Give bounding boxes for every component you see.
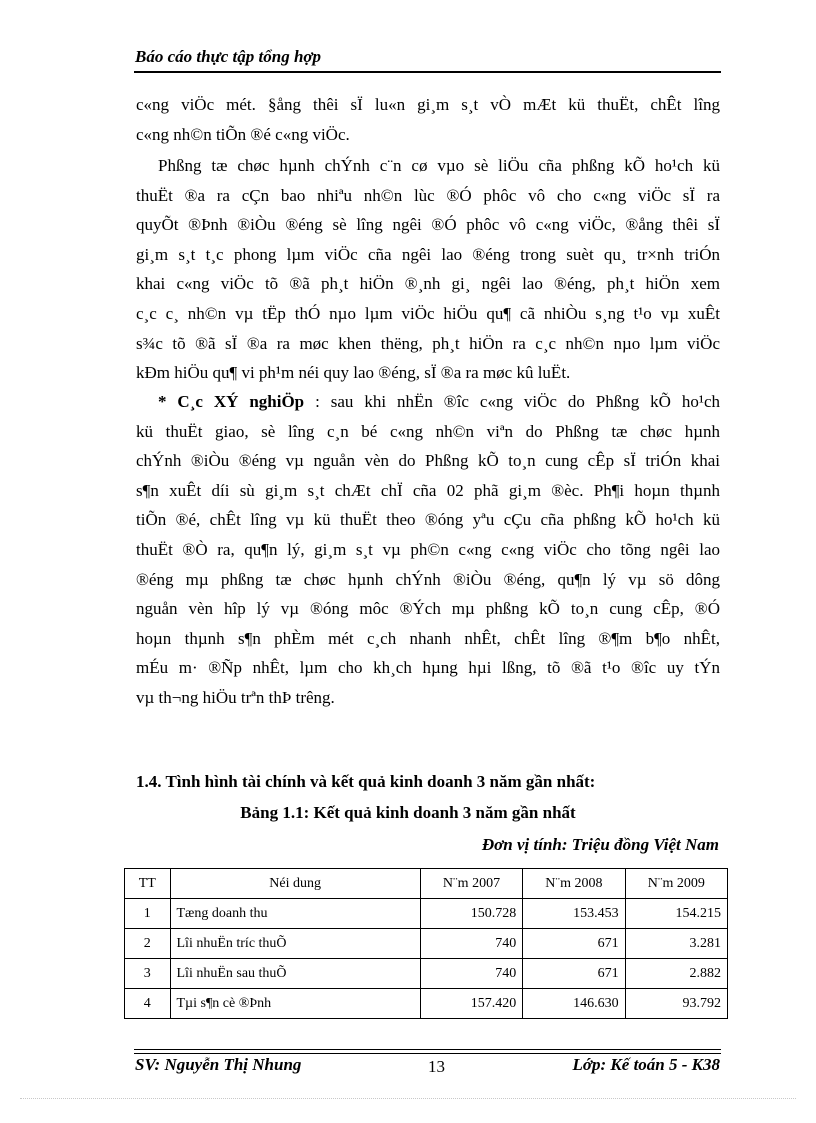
header-content: Néi dung <box>170 869 420 899</box>
cell-2008: 671 <box>523 929 625 959</box>
cell-2009: 3.281 <box>625 929 727 959</box>
text-line: vµ th¬ng hiÖu trªn thÞ trêng. <box>136 687 335 707</box>
cell-2008: 671 <box>523 959 625 989</box>
footer-class: Lớp: Kế toán 5 - K38 <box>572 1055 720 1074</box>
text-line: kü thuËt giao, sè lîng c¸n bé c«ng nh©n viªn do Phßng tæ chøc hµnh <box>136 421 720 441</box>
cell-tt: 2 <box>125 929 171 959</box>
header-divider <box>134 71 721 73</box>
cell-2007: 740 <box>420 959 522 989</box>
cell-2007: 150.728 <box>420 899 522 929</box>
text-line: thuËt ®a ra cÇn bao nhiªu nh©n lùc ®Ó phôc vô cho c«ng viÖc sÏ ra <box>136 185 720 205</box>
cell-2008: 146.630 <box>523 989 625 1019</box>
table-caption: Bảng 1.1: Kết quả kinh doanh 3 năm gần nhất <box>240 803 576 822</box>
text-line: quyÕt ®Þnh ®iÒu ®éng sè lîng ngêi ®Ó phôc vô c«ng viÖc, ®ång thêi sÏ <box>136 215 720 235</box>
cell-content: Tæng doanh thu <box>170 899 420 929</box>
section-heading: 1.4. Tình hình tài chính và kết quả kinh doanh 3 năm gần nhất: <box>136 772 596 791</box>
table-header-row <box>125 869 728 899</box>
text-line: tiÕn ®é, chÊt lîng vµ kü thuËt theo ®óng yªu cÇu cña phßng kÕ ho¹ch kü <box>136 510 720 530</box>
cell-content: Lîi nhuËn tríc thuÕ <box>170 929 420 959</box>
cell-tt: 3 <box>125 959 171 989</box>
cell-2009: 93.792 <box>625 989 727 1019</box>
text-line: s¶n xuÊt díi sù gi¸m s¸t chÆt chÏ cña 02 phã gi¸m ®èc. Ph¶i hoµn thµnh <box>136 480 720 500</box>
text-line <box>136 387 720 417</box>
header-2007: N¨m 2007 <box>420 869 522 899</box>
table-row <box>125 929 728 959</box>
cell-content: Tµi s¶n cè ®Þnh <box>170 989 420 1019</box>
header-2009: N¨m 2009 <box>625 869 727 899</box>
text-line: mÉu m· ®Ñp nhÊt, lµm cho kh¸ch hµng hµi lßng, tõ ®ã t¹o ®îc uy tÝn <box>136 658 720 678</box>
footer-student: SV: Nguyễn Thị Nhung <box>135 1055 302 1074</box>
cell-content: Lîi nhuËn sau thuÕ <box>170 959 420 989</box>
text-line: gi¸m s¸t t¸c phong lµm viÖc cña ngêi lao ®éng trong suèt qu¸ tr×nh triÓn <box>136 244 720 264</box>
enterprise-heading: * C¸c XÝ nghiÖp <box>158 392 305 411</box>
page-edge-divider <box>20 1098 796 1099</box>
text-line: nguån vèn hîp lý vµ ®óng môc ®Ých mµ phßng kÕ to¸n cung cÊp, ®Ó <box>136 599 720 619</box>
table-row <box>125 899 728 929</box>
cell-tt: 1 <box>125 899 171 929</box>
text-line: s¾c tõ ®ã sÏ ®a ra møc khen thëng, ph¸t hiÖn ra c¸c nh©n nµo lµm viÖc <box>136 333 720 353</box>
results-table <box>124 868 728 1019</box>
text-line: c«ng nh©n tiÕn ®é c«ng viÖc. <box>136 124 350 144</box>
page-number: 13 <box>428 1057 445 1076</box>
text-line: chÝnh ®iÒu ®éng vµ nguån vèn do Phßng kÕ to¸n cung cÊp sÏ triÓn khai <box>136 451 720 471</box>
text-line: c«ng viÖc mét. §ång thêi sÏ lu«n gi¸m s¸t vÒ mÆt kü thuËt, chÊt lîng <box>136 95 720 114</box>
cell-2008: 153.453 <box>523 899 625 929</box>
header-tt: TT <box>125 869 171 899</box>
cell-2009: 154.215 <box>625 899 727 929</box>
header-2008: N¨m 2008 <box>523 869 625 899</box>
table-unit: Đơn vị tính: Triệu đồng Việt Nam <box>481 835 719 854</box>
text-line: ®éng mµ phßng tæ chøc hµnh chÝnh ®iÒu ®éng, qu¶n lý vµ sö dông <box>136 569 720 589</box>
text-line: khai c«ng viÖc tõ ®ã ph¸t hiÖn ®¸nh gi¸ ngêi lao ®éng, ph¸t hiÖn xem <box>136 274 720 294</box>
text-line: c¸c c¸ nh©n vµ tËp thÓ nµo lµm viÖc hiÖu qu¶ cã nhiÒu s¸ng t¹o vµ xuÊt <box>136 303 720 323</box>
cell-2007: 740 <box>420 929 522 959</box>
cell-2009: 2.882 <box>625 959 727 989</box>
cell-tt: 4 <box>125 989 171 1019</box>
text-line: thuËt ®Ò ra, qu¶n lý, gi¸m s¸t vµ ph©n c«ng c«ng viÖc cho tõng ngêi lao <box>136 539 720 559</box>
text-line: kÐm hiÖu qu¶ vi ph¹m néi quy lao ®éng, sÏ ®a ra møc kû luËt. <box>136 363 571 383</box>
cell-2007: 157.420 <box>420 989 522 1019</box>
paragraph-1 <box>136 90 720 149</box>
paragraph-3 <box>136 387 720 713</box>
table-row <box>125 989 728 1019</box>
text-run: : sau khi nhËn ®îc c«ng viÖc do Phßng kÕ ho¹ch <box>315 392 721 411</box>
text-line: hoµn thµnh s¶n phÈm mét c¸ch nhanh nhÊt, chÊt lîng ®¶m b¶o nhÊt, <box>136 628 720 648</box>
paragraph-2 <box>136 151 720 388</box>
text-line: Phßng tæ chøc hµnh chÝnh c¨n cø vµo sè liÖu cña phßng kÕ ho¹ch kü <box>158 156 720 175</box>
footer-divider <box>134 1049 721 1054</box>
table-row <box>125 959 728 989</box>
header-title: Báo cáo thực tập tổng hợp <box>135 47 322 66</box>
